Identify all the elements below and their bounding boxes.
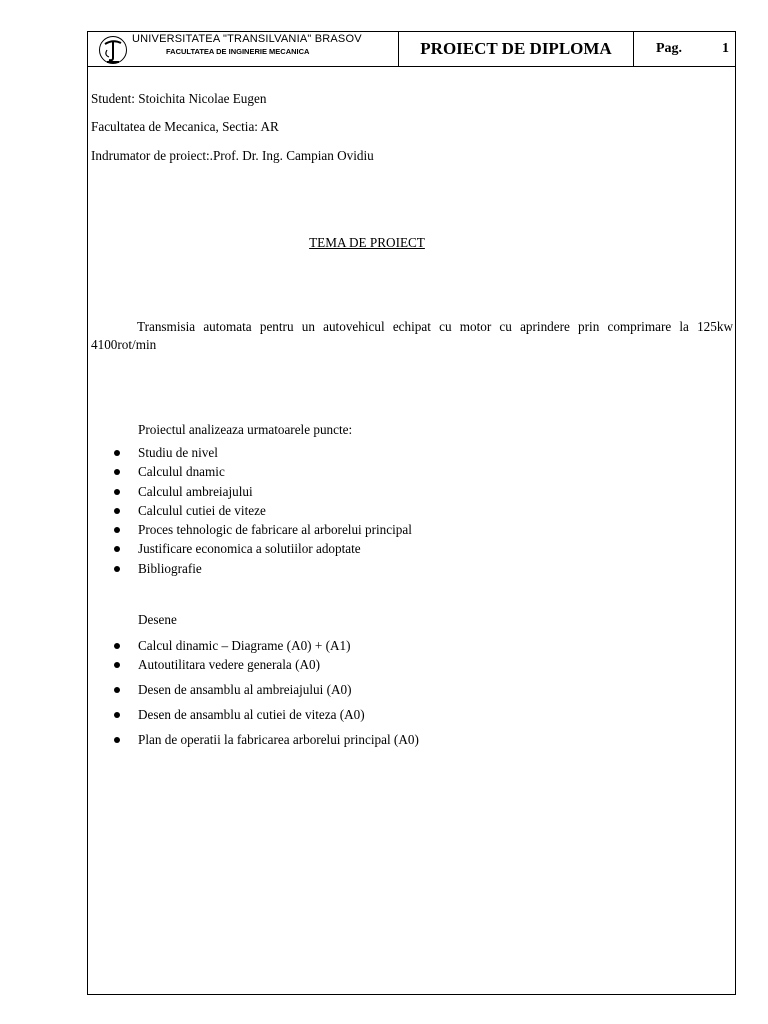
- bullet-icon: [114, 662, 120, 668]
- bullet-icon: [114, 489, 120, 495]
- student-line: Student: Stoichita Nicolae Eugen: [91, 91, 267, 106]
- bullet-icon: [114, 527, 120, 533]
- list-item: Justificare economica a solutiilor adoptate: [112, 539, 412, 558]
- bullet-icon: [114, 450, 120, 456]
- document-title: PROIECT DE DIPLOMA: [399, 32, 634, 66]
- theme-paragraph: Transmisia automata pentru un autovehicul echipat cu motor cu aprindere prin comprimare la 125kw 4100rot/min: [91, 319, 733, 352]
- list-item: Calcul dinamic – Diagrame (A0) + (A1): [112, 636, 419, 655]
- faculty-name: FACULTATEA DE INGINERIE MECANICA: [166, 47, 310, 56]
- theme-title: TEMA DE PROIECT: [309, 235, 425, 250]
- bullet-icon: [114, 469, 120, 475]
- page-label: Pag.: [656, 41, 683, 56]
- bullet-icon: [114, 712, 120, 718]
- bullet-icon: [114, 508, 120, 514]
- list-item: Plan de operatii la fabricarea arborelui principal (A0): [112, 730, 419, 749]
- page-number: 1: [722, 41, 729, 56]
- bullet-icon: [114, 546, 120, 552]
- page-indicator: [634, 32, 735, 66]
- drawings-list: [112, 636, 419, 749]
- list-item: Desen de ansamblu al cutiei de viteza (A0): [112, 705, 419, 724]
- analysis-intro: Proiectul analizeaza urmatoarele puncte:: [138, 422, 353, 437]
- analysis-list: [112, 443, 412, 578]
- university-name: UNIVERSITATEA "TRANSILVANIA" BRASOV: [132, 33, 362, 45]
- bullet-icon: [114, 643, 120, 649]
- list-item: Autoutilitara vedere generala (A0): [112, 655, 419, 674]
- list-item: Calculul cutiei de viteze: [112, 501, 412, 520]
- faculty-section-line: Facultatea de Mecanica, Sectia: AR: [91, 119, 279, 134]
- bullet-icon: [114, 737, 120, 743]
- list-item: Proces tehnologic de fabricare al arborelui principal: [112, 520, 412, 539]
- header-logo-cell: [88, 32, 399, 66]
- drawings-intro: Desene: [138, 612, 177, 627]
- bullet-icon: [114, 687, 120, 693]
- bullet-icon: [114, 566, 120, 572]
- document-header: [87, 31, 736, 67]
- list-item: Calculul ambreiajului: [112, 482, 412, 501]
- list-item: Calculul dnamic: [112, 462, 412, 481]
- supervisor-line: Indrumator de proiect:.Prof. Dr. Ing. Campian Ovidiu: [91, 148, 374, 163]
- list-item: Studiu de nivel: [112, 443, 412, 462]
- university-logo-icon: [98, 35, 128, 65]
- list-item: Desen de ansamblu al ambreiajului (A0): [112, 680, 419, 699]
- list-item: Bibliografie: [112, 559, 412, 578]
